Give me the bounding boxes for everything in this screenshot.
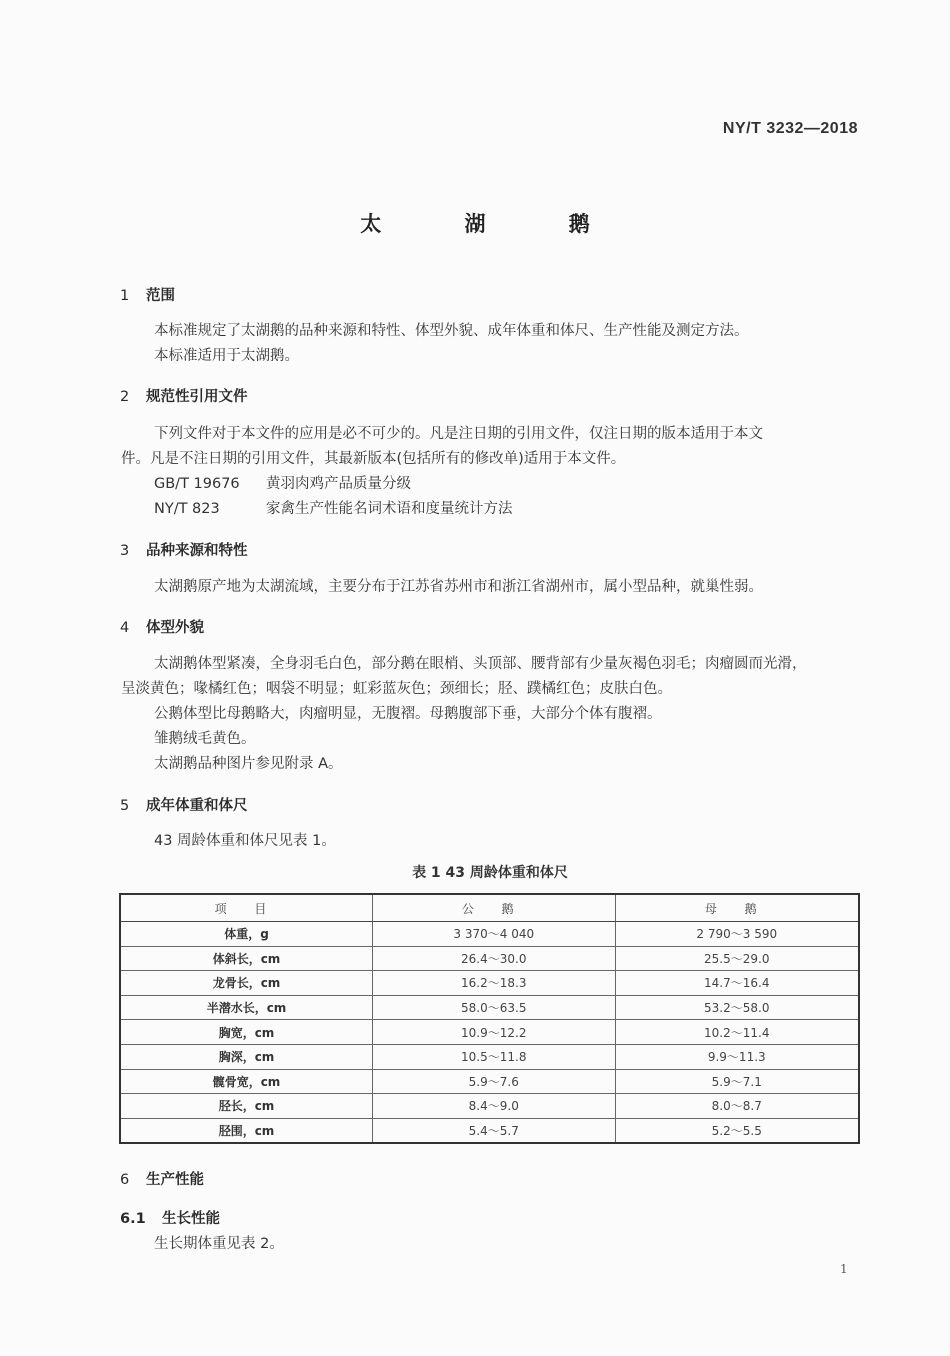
- row-label: 体重，g: [120, 922, 373, 947]
- section-title: 品种来源和特性: [146, 543, 248, 559]
- column-header: 公 鹅: [373, 894, 616, 922]
- table-row: [120, 1020, 859, 1045]
- table-cell: 8.0～8.7: [615, 1094, 859, 1119]
- section-2-body: [121, 422, 861, 522]
- table-row: [120, 971, 859, 996]
- standard-number: NY/T 3232—2018: [722, 120, 858, 137]
- paragraph-line: 太湖鹅品种图片参见附录 A。: [154, 756, 343, 772]
- section-number: 6.1: [120, 1211, 146, 1227]
- section-1-heading: [120, 284, 175, 305]
- section-title: 规范性引用文件: [146, 389, 248, 405]
- row-label: 龙骨长，cm: [120, 971, 373, 996]
- section-number: 2: [120, 389, 130, 405]
- section-6-1-body: [121, 1232, 861, 1257]
- section-title: 体型外貌: [146, 620, 204, 636]
- section-title: 生长性能: [162, 1211, 220, 1227]
- table-cell: 10.9～12.2: [373, 1020, 616, 1045]
- reference-code: NY/T 823: [154, 501, 220, 517]
- section-number: 1: [120, 288, 130, 304]
- section-title: 成年体重和体尺: [146, 798, 248, 814]
- section-number: 6: [120, 1172, 130, 1188]
- row-label: 胫长，cm: [120, 1094, 373, 1119]
- document-title: 太 湖 鹅: [360, 212, 628, 236]
- column-header: 母 鹅: [615, 894, 859, 922]
- table-row: [120, 995, 859, 1020]
- table-cell: 16.2～18.3: [373, 971, 616, 996]
- table-cell: 26.4～30.0: [373, 946, 616, 971]
- section-5-body: [121, 829, 861, 854]
- table-cell: 5.9～7.6: [373, 1069, 616, 1094]
- table-cell: 2 790～3 590: [615, 922, 859, 947]
- table-cell: 5.2～5.5: [615, 1118, 859, 1143]
- reference-name: 黄羽肉鸡产品质量分级: [266, 476, 411, 492]
- reference-code: GB/T 19676: [154, 476, 240, 492]
- section-3-body: [121, 575, 861, 600]
- table-row: [120, 1044, 859, 1069]
- table-cell: 9.9～11.3: [615, 1044, 859, 1069]
- table-1: [119, 893, 860, 1144]
- paragraph-line: 本标准规定了太湖鹅的品种来源和特性、体型外貌、成年体重和体尺、生产性能及测定方法。: [154, 323, 749, 339]
- normative-reference: [121, 497, 861, 522]
- row-label: 半潜水长，cm: [120, 995, 373, 1020]
- table-row: [120, 1094, 859, 1119]
- row-label: 胸深，cm: [120, 1044, 373, 1069]
- paragraph-line: 太湖鹅体型紧凑，全身羽毛白色，部分鹅在眼梢、头顶部、腰背部有少量灰褐色羽毛；肉瘤圆而光滑，: [154, 656, 807, 672]
- paragraph-line: 下列文件对于本文件的应用是必不可少的。凡是注日期的引用文件，仅注日期的版本适用于本文: [154, 426, 763, 442]
- section-number: 4: [120, 620, 130, 636]
- paragraph-line: 呈淡黄色；喙橘红色；咽袋不明显；虹彩蓝灰色；颈细长；胫、蹼橘红色；皮肤白色。: [121, 681, 672, 697]
- table-cell: 10.5～11.8: [373, 1044, 616, 1069]
- table-cell: 25.5～29.0: [615, 946, 859, 971]
- row-label: 胸宽，cm: [120, 1020, 373, 1045]
- table-cell: 58.0～63.5: [373, 995, 616, 1020]
- normative-reference: [121, 472, 861, 497]
- table-row: [120, 922, 859, 947]
- column-header: 项 目: [120, 894, 373, 922]
- table-cell: 5.9～7.1: [615, 1069, 859, 1094]
- row-label: 体斜长，cm: [120, 946, 373, 971]
- section-1-body: [121, 319, 861, 369]
- section-6-1-heading: [120, 1207, 220, 1228]
- section-2-heading: [120, 385, 248, 406]
- row-label: 髋骨宽，cm: [120, 1069, 373, 1094]
- section-title: 生产性能: [146, 1172, 204, 1188]
- section-5-heading: [120, 794, 248, 815]
- table-row: [120, 1118, 859, 1143]
- section-number: 5: [120, 798, 130, 814]
- paragraph-line: 件。凡是不注日期的引用文件，其最新版本(包括所有的修改单)适用于本文件。: [121, 451, 626, 467]
- section-3-heading: [120, 539, 248, 560]
- row-label: 胫围，cm: [120, 1118, 373, 1143]
- paragraph-line: 43 周龄体重和体尺见表 1。: [154, 833, 336, 849]
- paragraph-line: 太湖鹅原产地为太湖流域，主要分布于江苏省苏州市和浙江省湖州市，属小型品种，就巢性弱。: [154, 579, 763, 595]
- section-title: 范围: [146, 288, 175, 304]
- table-row: [120, 946, 859, 971]
- table-cell: 14.7～16.4: [615, 971, 859, 996]
- table-cell: 8.4～9.0: [373, 1094, 616, 1119]
- table-cell: 53.2～58.0: [615, 995, 859, 1020]
- paragraph-line: 雏鹅绒毛黄色。: [154, 731, 256, 747]
- section-number: 3: [120, 543, 130, 559]
- table-cell: 5.4～5.7: [373, 1118, 616, 1143]
- table-1-caption: 表 1 43 周龄体重和体尺: [412, 865, 568, 881]
- paragraph-line: 生长期体重见表 2。: [154, 1236, 284, 1252]
- page-number: 1: [840, 1262, 848, 1276]
- table-row: [120, 1069, 859, 1094]
- section-4-heading: [120, 616, 204, 637]
- table-cell: 10.2～11.4: [615, 1020, 859, 1045]
- paragraph-line: 本标准适用于太湖鹅。: [154, 348, 299, 364]
- paragraph-line: 公鹅体型比母鹅略大，肉瘤明显，无腹褶。母鹅腹部下垂，大部分个体有腹褶。: [154, 706, 662, 722]
- section-6-heading: [120, 1168, 204, 1189]
- table-header-row: [120, 894, 859, 922]
- section-4-body: [121, 652, 861, 777]
- table-cell: 3 370～4 040: [373, 922, 616, 947]
- reference-name: 家禽生产性能名词术语和度量统计方法: [266, 501, 513, 517]
